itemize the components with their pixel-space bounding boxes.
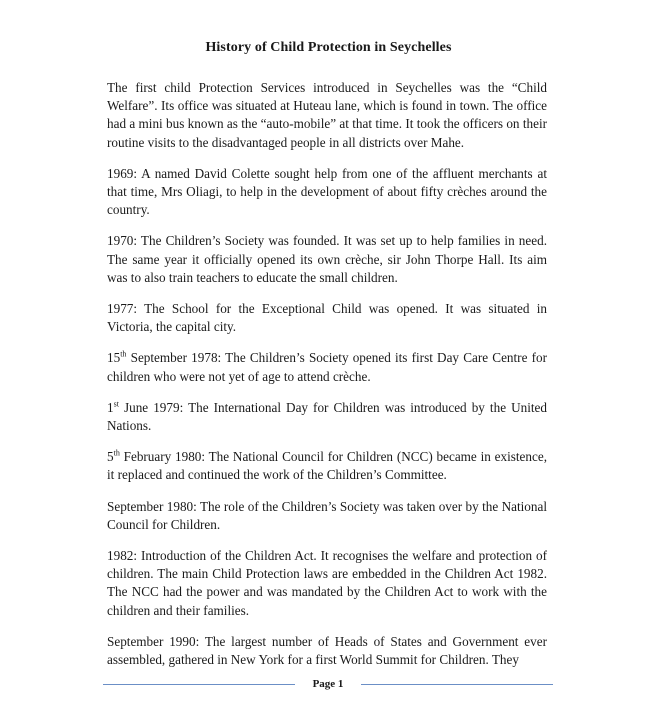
paragraph-1977: 1977: The School for the Exceptional Child was opened. It was situated in Victoria, the capital city. <box>107 301 547 335</box>
date-day: 1 <box>107 399 114 415</box>
paragraph-1979 <box>107 399 547 435</box>
footer-rule-right <box>361 684 553 685</box>
paragraph-text: June 1979: The International Day for Children was introduced by the United Nations. <box>107 399 547 434</box>
paragraph-1969: 1969: A named David Colette sought help from one of the affluent merchants at that time, Mrs Oliagi, to help in the development of about fifty crèches around the country. <box>107 165 547 218</box>
footer-rule-left <box>103 684 295 685</box>
paragraph-1978 <box>107 349 547 385</box>
date-ordinal: st <box>113 399 119 409</box>
paragraph-1990: September 1990: The largest number of Heads of States and Government ever assembled, gathered in New York for a first World Summit for Children. They <box>107 633 547 668</box>
date-ordinal: th <box>120 350 127 360</box>
paragraph-1982: 1982: Introduction of the Children Act. It recognises the welfare and protection of children. The main Child Protection laws are embedded in the Children Act 1982. The NCC had the power and was mandated by the Children Act to work with the children and their families. <box>107 548 547 618</box>
paragraph-text: February 1980: The National Council for Children (NCC) became in existence, it replaced and continued the work of the Children’s Committee. <box>107 449 547 483</box>
paragraph-1980-sep: September 1980: The role of the Children’s Society was taken over by the National Council for Children. <box>107 498 547 532</box>
document-title: History of Child Protection in Seychelles <box>205 40 452 55</box>
page-number: Page 1 <box>312 678 344 690</box>
document-body <box>107 79 547 669</box>
paragraph-text: September 1978: The Children’s Society opened its first Day Care Centre for children who were not yet of age to attend crèche. <box>107 350 547 384</box>
date-day: 15 <box>107 350 121 366</box>
paragraph-intro: The first child Protection Services introduced in Seychelles was the “Child Welfare”. Its office was situated at Huteau lane, which is found in town. The office had a mini bus known as the “auto-mobile” at that time. It took the officers on their routine visits to the disadvantaged people in all districts over Mahe. <box>107 80 547 150</box>
date-day: 5 <box>107 449 114 465</box>
paragraph-1980-feb <box>107 448 547 484</box>
page-footer <box>103 676 553 692</box>
paragraph-1970: 1970: The Children’s Society was founded. It was set up to help families in need. The same year it officially opened its own crèche, sir John Thorpe Hall. Its aim was to also train teachers to educate the small children. <box>107 233 547 285</box>
date-ordinal: th <box>113 448 120 458</box>
